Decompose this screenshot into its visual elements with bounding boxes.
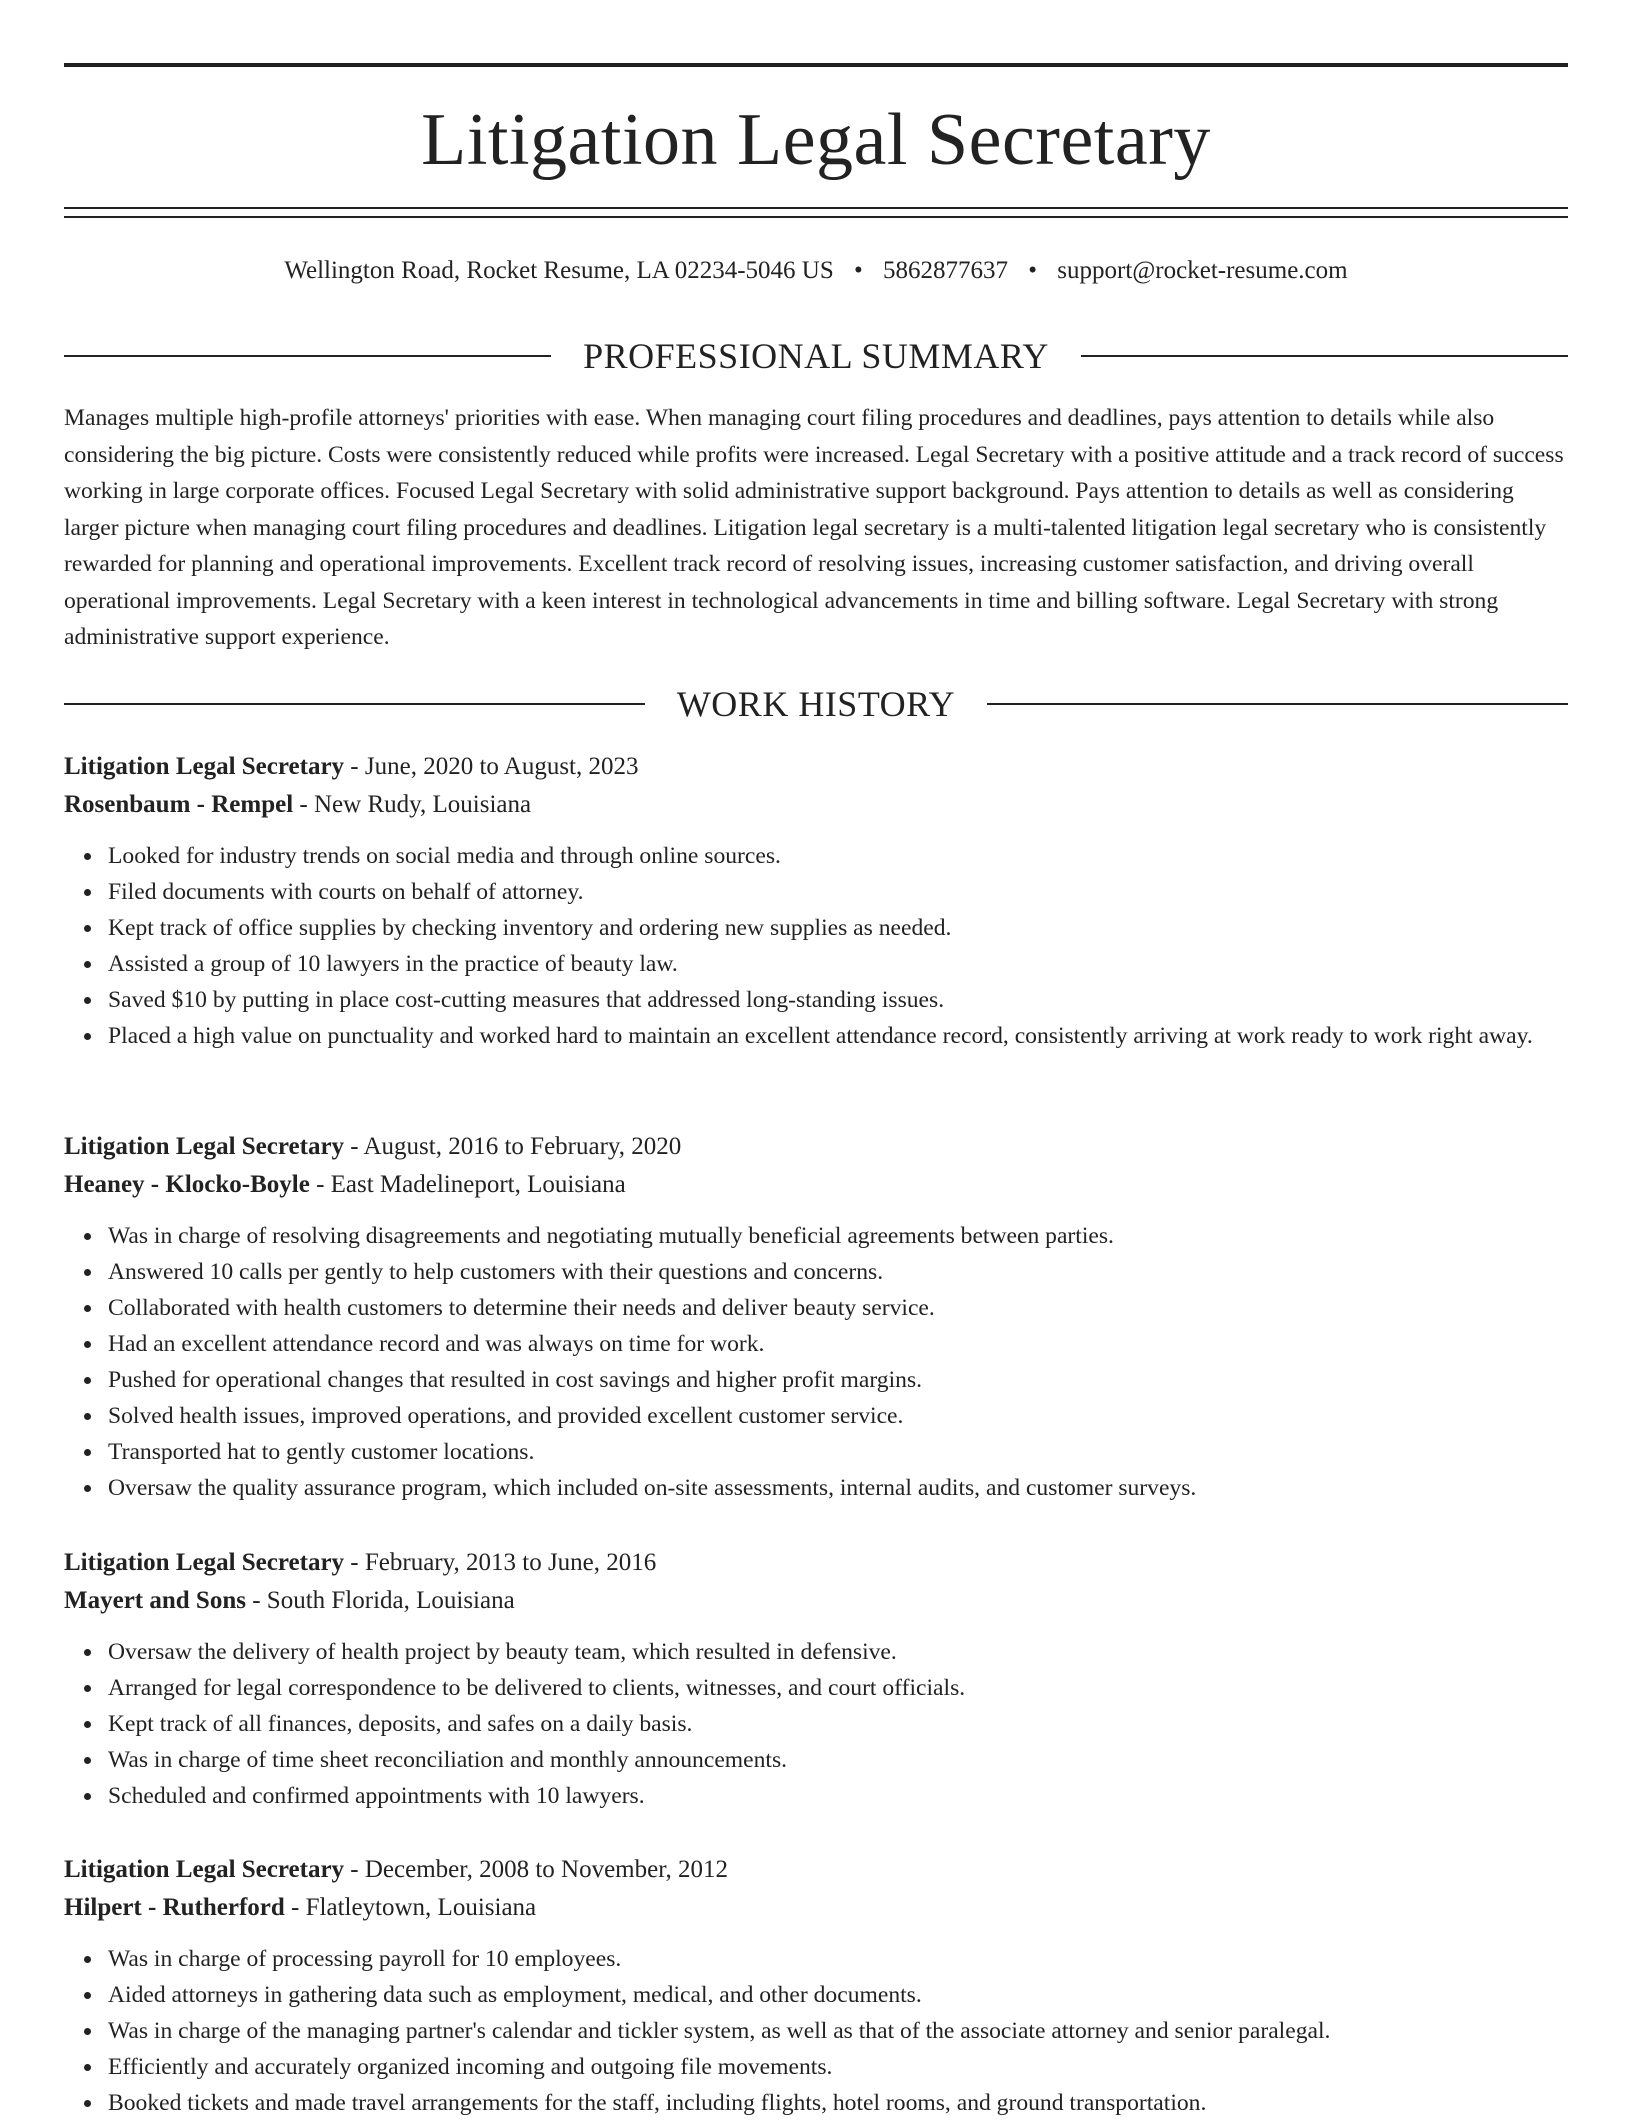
job-bullet: Aided attorneys in gathering data such as employment, medical, and other documents.: [108, 1977, 1568, 2013]
work-history-heading-label: WORK HISTORY: [676, 684, 956, 724]
job-company-line: [64, 1166, 1568, 1204]
job-company: Rosenbaum - Rempel: [64, 791, 294, 818]
job-dates: - June, 2020 to August, 2023: [344, 753, 639, 780]
header-bottom-rule-1: [64, 207, 1568, 209]
job-location: - New Rudy, Louisiana: [293, 791, 532, 818]
job-bullet: Was in charge of time sheet reconciliation and monthly announcements.: [108, 1742, 1568, 1778]
heading-rule-right: [1081, 355, 1568, 357]
job-title: Litigation Legal Secretary: [64, 1856, 345, 1883]
job-dates: - August, 2016 to February, 2020: [344, 1133, 682, 1160]
job-company: Heaney - Klocko-Boyle: [64, 1171, 310, 1198]
job-dates: - December, 2008 to November, 2012: [344, 1856, 729, 1883]
job-entry: [64, 1851, 1568, 2121]
contact-phone: 5862877637: [883, 257, 1009, 284]
job-bullet: Placed a high value on punctuality and worked hard to maintain an excellent attendance record, consistently arriving at work ready to work right away.: [108, 1018, 1568, 1054]
summary-heading-label: PROFESSIONAL SUMMARY: [583, 336, 1049, 376]
job-title: Litigation Legal Secretary: [64, 1133, 345, 1160]
job-bullet-list: [64, 1941, 1568, 2121]
job-title-line: [64, 1128, 1568, 1166]
job-bullet: Booked tickets and made travel arrangements for the staff, including flights, hotel rooms, and ground transportation.: [108, 2085, 1568, 2121]
job-location: - Flatleytown, Louisiana: [284, 1894, 537, 1921]
job-company: Mayert and Sons: [64, 1587, 246, 1614]
job-bullet: Was in charge of resolving disagreements and negotiating mutually beneficial agreements between parties.: [108, 1218, 1568, 1254]
job-bullet: Oversaw the quality assurance program, which included on-site assessments, internal audits, and customer surveys.: [108, 1470, 1568, 1506]
job-bullet: Solved health issues, improved operations, and provided excellent customer service.: [108, 1398, 1568, 1434]
job-bullet: Efficiently and accurately organized incoming and outgoing file movements.: [108, 2049, 1568, 2085]
job-bullet: Arranged for legal correspondence to be delivered to clients, witnesses, and court officials.: [108, 1670, 1568, 1706]
summary-text: Manages multiple high-profile attorneys' priorities with ease. When managing court filing procedures and deadlines, pays attention to details while also considering the big picture. Costs were consistently reduced while profits were increased. Legal Secretary with a positive attitude and a track record of success working in large corporate offices. Focused Legal Secretary with solid administrative support background. Pays attention to details as well as considering larger picture when managing court filing procedures and deadlines. Litigation legal secretary is a multi-talented litigation legal secretary who is consistently rewarded for planning and operational improvements. Excellent track record of resolving issues, increasing customer satisfaction, and driving overall operational improvements. Legal Secretary with a keen interest in technological advancements in time and billing software. Legal Secretary with strong administrative support experience.: [64, 405, 1564, 650]
work-history-heading: [64, 682, 1568, 726]
job-bullet: Looked for industry trends on social media and through online sources.: [108, 838, 1568, 874]
summary-heading: [64, 334, 1568, 378]
contact-line: [64, 253, 1568, 289]
contact-separator: •: [854, 257, 863, 284]
job-bullet: Kept track of all finances, deposits, and safes on a daily basis.: [108, 1706, 1568, 1742]
job-bullet-list: [64, 838, 1568, 1054]
job-location: - South Florida, Louisiana: [245, 1587, 515, 1614]
job-bullet: Scheduled and confirmed appointments with 10 lawyers.: [108, 1778, 1568, 1814]
job-entry: [64, 1128, 1568, 1506]
header-bottom-rule-2: [64, 216, 1568, 218]
job-entry: [64, 748, 1568, 1054]
job-bullet-list: [64, 1634, 1568, 1814]
job-bullet: Kept track of office supplies by checking inventory and ordering new supplies as needed.: [108, 910, 1568, 946]
header-top-rule: [64, 63, 1568, 67]
job-company-line: [64, 1889, 1568, 1927]
job-bullet: Pushed for operational changes that resulted in cost savings and higher profit margins.: [108, 1362, 1568, 1398]
job-bullet: Transported hat to gently customer locations.: [108, 1434, 1568, 1470]
job-bullet: Oversaw the delivery of health project by beauty team, which resulted in defensive.: [108, 1634, 1568, 1670]
job-bullet: Collaborated with health customers to determine their needs and deliver beauty service.: [108, 1290, 1568, 1326]
job-bullet: Filed documents with courts on behalf of attorney.: [108, 874, 1568, 910]
heading-rule-right: [987, 703, 1568, 705]
job-bullet: Was in charge of the managing partner's calendar and tickler system, as well as that of the associate attorney and senior paralegal.: [108, 2013, 1568, 2049]
job-bullet: Was in charge of processing payroll for 10 employees.: [108, 1941, 1568, 1977]
contact-email: support@rocket-resume.com: [1057, 257, 1348, 284]
contact-separator: •: [1028, 257, 1038, 284]
job-title-line: [64, 1851, 1568, 1889]
heading-rule-left: [64, 703, 645, 705]
job-location: - East Madelineport, Louisiana: [309, 1171, 626, 1198]
job-entry: [64, 1544, 1568, 1814]
job-title-line: [64, 748, 1568, 786]
job-title-line: [64, 1544, 1568, 1582]
job-title: Litigation Legal Secretary: [64, 753, 345, 780]
job-bullet-list: [64, 1218, 1568, 1506]
job-dates: - February, 2013 to June, 2016: [344, 1549, 657, 1576]
job-company: Hilpert - Rutherford: [64, 1894, 285, 1921]
job-company-line: [64, 786, 1568, 824]
heading-rule-left: [64, 355, 551, 357]
page-title: Litigation Legal Secretary: [421, 99, 1211, 181]
job-bullet: Answered 10 calls per gently to help customers with their questions and concerns.: [108, 1254, 1568, 1290]
contact-address: Wellington Road, Rocket Resume, LA 02234-5046 US: [284, 257, 834, 284]
job-company-line: [64, 1582, 1568, 1620]
job-bullet: Assisted a group of 10 lawyers in the practice of beauty law.: [108, 946, 1568, 982]
job-bullet: Had an excellent attendance record and was always on time for work.: [108, 1326, 1568, 1362]
job-title: Litigation Legal Secretary: [64, 1549, 345, 1576]
job-bullet: Saved $10 by putting in place cost-cutting measures that addressed long-standing issues.: [108, 982, 1568, 1018]
